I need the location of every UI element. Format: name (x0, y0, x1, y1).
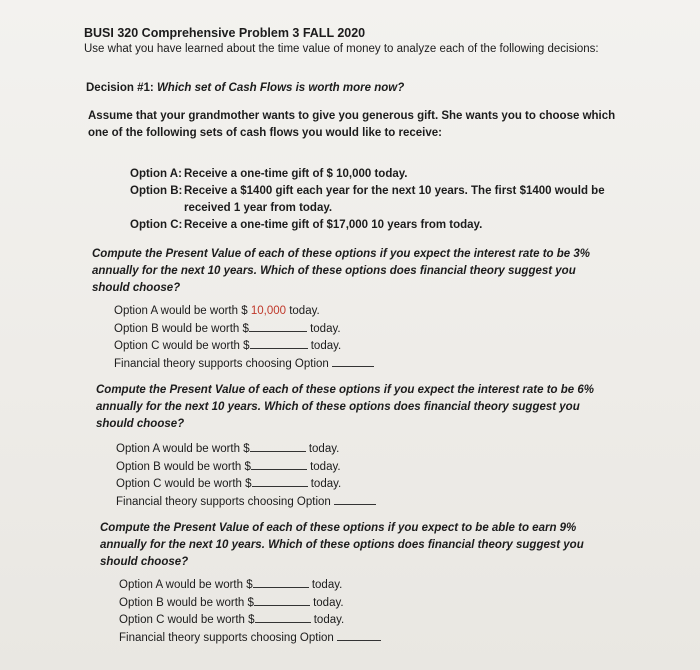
option-c-text: Receive a one-time gift of $17,000 10 years from today. (184, 219, 483, 231)
answer-c-blank[interactable] (250, 337, 308, 349)
answer-row-b (114, 320, 374, 338)
answer-row-b (116, 458, 376, 476)
answer-row-c (119, 611, 381, 629)
answer-a-value: 10,000 (250, 305, 287, 317)
option-b-label: Option B: (130, 185, 183, 197)
answer-c-prefix: Option C would be worth $ (114, 340, 250, 352)
section-3pct-question: Compute the Present Value of each of these options if you expect the interest rate to be 3% annually for the next 10 years. Which of these options does financial theory suggest you should choose? (92, 248, 591, 294)
answer-theory-text: Financial theory supports choosing Option (119, 631, 334, 644)
answer-a-prefix: Option A would be worth $ (116, 443, 250, 455)
answer-b-prefix: Option B would be worth $ (114, 322, 249, 335)
answer-b-suffix: today. (310, 322, 341, 335)
section-6pct-answers (116, 440, 376, 510)
answer-row-c (116, 475, 376, 493)
answer-c-blank[interactable] (255, 611, 311, 623)
answer-c-suffix: today. (310, 340, 342, 352)
answer-row-theory (116, 493, 376, 511)
answer-row-theory (114, 355, 374, 373)
answer-row-c (114, 337, 374, 355)
option-b-text: Receive a $1400 gift each year for the next 10 years. The first $1400 would be received 1 year from today. (184, 185, 605, 214)
page-subtitle: Use what you have learned about the time value of money to analyze each of the following decisions: (84, 43, 599, 55)
answer-row-a (119, 576, 381, 594)
answer-row-b (119, 594, 381, 612)
answer-a-suffix: today. (308, 443, 340, 455)
option-b (130, 183, 624, 217)
answer-b-blank[interactable] (249, 320, 307, 332)
answer-theory-blank[interactable] (334, 493, 376, 505)
answer-theory-blank[interactable] (337, 629, 381, 641)
answer-c-prefix: Option C would be worth $ (119, 614, 255, 626)
option-c-label: Option C: (130, 219, 183, 231)
section-3pct-answers (114, 303, 374, 372)
answer-row-theory (119, 629, 381, 647)
answer-a-prefix: Option A would be worth $ (119, 579, 253, 591)
option-a-text: Receive a one-time gift of $ 10,000 today. (184, 168, 408, 180)
option-a-label: Option A: (130, 168, 182, 180)
answer-row-a (114, 303, 374, 320)
answer-b-blank[interactable] (251, 458, 307, 470)
option-c (130, 217, 624, 234)
option-a (130, 166, 624, 183)
answer-theory-blank[interactable] (332, 355, 374, 367)
options-list (130, 166, 624, 234)
answer-row-a (116, 440, 376, 458)
decision-heading (86, 82, 404, 94)
intro-paragraph: Assume that your grandmother wants to give you generous gift. She wants you to choose which one of the following sets of cash flows you would like to receive: (88, 110, 616, 139)
answer-a-prefix: Option A would be worth $ (114, 305, 248, 317)
answer-a-blank[interactable] (250, 440, 306, 452)
answer-a-blank[interactable] (253, 576, 309, 588)
answer-b-suffix: today. (313, 596, 344, 609)
answer-c-suffix: today. (310, 478, 342, 490)
section-9pct-question: Compute the Present Value of each of these options if you expect to be able to earn 9% annually for the next 10 years. Which of these options does financial theory suggest you should choose? (100, 522, 584, 568)
decision-question: Which set of Cash Flows is worth more now? (156, 82, 405, 94)
answer-b-blank[interactable] (254, 594, 310, 606)
answer-theory-text: Financial theory supports choosing Option (116, 495, 331, 508)
answer-c-suffix: today. (313, 614, 345, 626)
answer-b-prefix: Option B would be worth $ (116, 460, 251, 473)
answer-c-blank[interactable] (252, 475, 308, 487)
page-title: BUSI 320 Comprehensive Problem 3 FALL 2020 (84, 26, 366, 40)
answer-a-suffix: today. (289, 305, 320, 317)
answer-b-suffix: today. (310, 460, 341, 473)
section-6pct-question: Compute the Present Value of each of these options if you expect the interest rate to be 6% annually for the next 10 years. Which of these options does financial theory suggest you should choose? (96, 384, 595, 430)
answer-c-prefix: Option C would be worth $ (116, 478, 252, 490)
answer-b-prefix: Option B would be worth $ (119, 596, 254, 609)
section-9pct-answers (119, 576, 381, 646)
answer-a-suffix: today. (311, 579, 343, 591)
decision-label: Decision #1: (86, 82, 154, 94)
answer-theory-text: Financial theory supports choosing Option (114, 357, 329, 370)
